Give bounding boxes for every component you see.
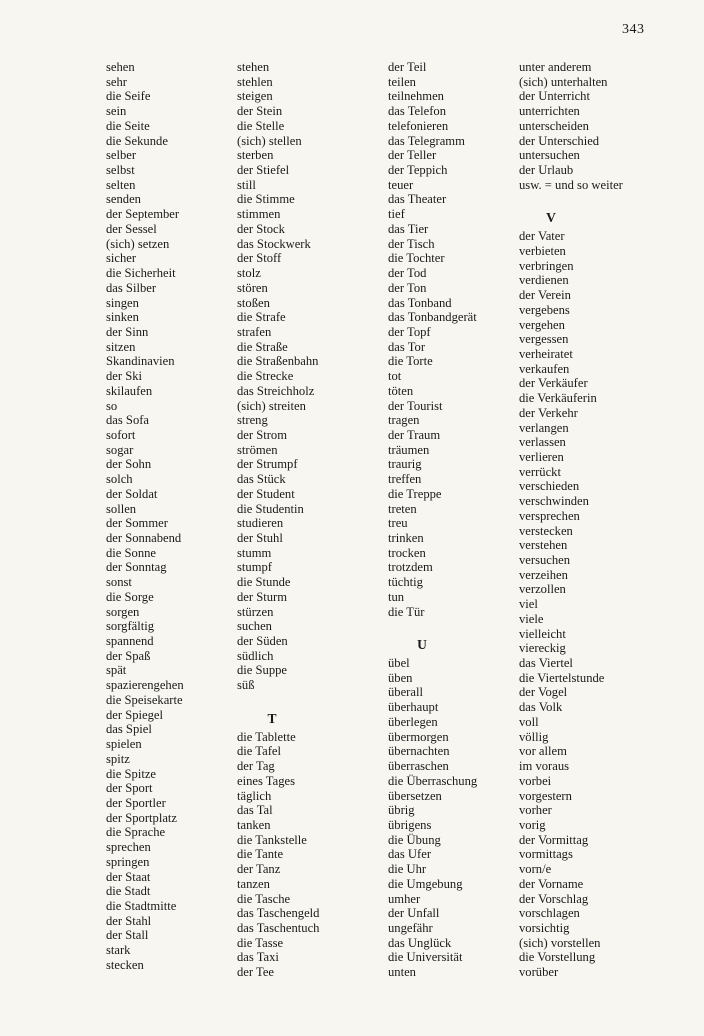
vocab-entry: tun [388,589,405,604]
vocab-entry: der Tisch [388,236,435,251]
vocab-entry: der Sonnabend [106,531,182,545]
vocab-entry: das Taxi [237,950,279,965]
vocab-entry: stören [237,280,268,295]
vocab-entry: die Viertelstunde [519,670,605,685]
vocab-entry: steigen [237,89,273,104]
vocab-entry: der Vorname [519,876,584,891]
vocab-entry: das Volk [519,700,563,715]
vocab-entry: der Sportler [106,795,166,810]
vocab-entry: stimmen [237,207,281,222]
vocab-entry: der September [106,207,180,222]
vocab-entry: verzeihen [519,567,568,582]
vocab-entry: tragen [388,413,420,428]
vocab-entry: trotzdem [388,560,433,575]
vocab-entry: der Tag [237,759,275,774]
vocab-entry: trinken [388,531,424,545]
vocab-entry: vorig [519,817,546,832]
vocab-entry: sogar [106,442,134,457]
vocab-entry: vergehen [519,317,565,332]
vocab-entry: sehen [106,60,135,74]
vocab-entry: verkaufen [519,361,570,376]
vocab-entry: der Verkäufer [519,376,588,391]
vocab-entry: der Tee [237,965,274,980]
vocab-entry: das Sofa [106,413,150,428]
vocab-entry: die Stimme [237,192,295,207]
vocab-entry: die Tankstelle [237,832,307,847]
vocab-entry: das Silber [106,280,157,295]
vocab-entry: völlig [519,729,549,744]
column-4-list-b [519,229,689,980]
vocab-entry: das Stockwerk [237,236,311,251]
vocab-entry: treffen [388,472,422,487]
vocab-entry: untersuchen [519,148,580,163]
vocab-entry: der Stock [237,221,285,236]
vocab-entry: überall [388,685,423,700]
vocab-entry: unterscheiden [519,118,589,133]
vocab-entry: die Tochter [388,251,445,266]
vocab-entry: so [106,398,118,413]
vocab-entry: ungefähr [388,920,433,935]
vocab-entry: sterben [237,148,274,163]
vocab-entry: teilen [388,74,416,89]
vocab-entry: sinken [106,310,139,325]
vocab-entry: übel [388,656,410,671]
vocab-entry: der Stoff [237,251,282,266]
page-number: 343 [622,22,645,37]
vocab-entry: die Verkäuferin [519,391,597,406]
vocab-entry: die Torte [388,354,433,369]
vocab-entry: telefonieren [388,118,449,133]
vocab-entry: teilnehmen [388,89,444,104]
vocab-entry: verheiratet [519,346,573,361]
vocab-entry: der Stein [237,104,283,119]
vocab-entry: sollen [106,501,137,516]
vocab-entry: der Sportplatz [106,810,177,825]
vocab-entry: stumm [237,545,272,560]
vocab-entry: verrückt [519,464,561,479]
vocab-entry: der Student [237,486,295,501]
vocab-entry: übernachten [388,744,450,759]
vocab-entry: tüchtig [388,575,423,590]
vocab-entry: die Tasse [237,935,284,950]
vocab-entry: die Tür [388,604,425,619]
column-4 [519,60,689,980]
vocab-entry: versuchen [519,553,571,567]
section-gap [388,619,513,634]
vocab-entry: der Sport [106,781,153,796]
vocab-entry: die Stunde [237,575,291,590]
vocab-entry: strafen [237,324,272,339]
vocab-entry: der Unterricht [519,89,590,104]
vocab-entry: der Unterschied [519,133,600,148]
vocab-entry: das Ufer [388,847,432,862]
vocab-entry: der Sohn [106,457,152,472]
vocab-entry: viel [519,597,538,612]
vocab-entry: spitz [106,751,130,766]
vocab-entry: still [237,177,256,192]
column-4-list-a [519,60,689,192]
vocab-entry: sehr [106,74,127,89]
vocab-entry: die Sicherheit [106,266,176,281]
vocab-entry: der Unfall [388,906,440,921]
vocab-entry: das Viertel [519,656,573,671]
vocab-entry: die Speisekarte [106,692,183,707]
vocab-entry: träumen [388,442,430,457]
section-letter-u: U [417,637,427,653]
vocab-entry: (sich) setzen [106,236,170,251]
vocab-entry: tief [388,207,405,222]
vocab-entry: das Tonband [388,295,452,310]
vocab-entry: südlich [237,648,274,663]
vocab-entry: treu [388,516,408,531]
vocab-entry: die Vorstellung [519,950,596,965]
vocab-entry: die Spitze [106,766,157,781]
vocab-entry: die Tasche [237,891,291,906]
vocab-entry: suchen [237,619,272,634]
vocab-entry: das Theater [388,192,447,207]
vocab-entry: vormittags [519,847,573,862]
vocab-entry: übrigens [388,817,432,832]
vocab-entry: stehen [237,60,270,74]
vocab-entry: tanzen [237,876,270,891]
vocab-entry: der Strumpf [237,457,298,472]
vocab-entry: die Strecke [237,369,294,384]
column-2-list-a [237,60,377,693]
vocab-entry: die Universität [388,950,463,965]
vocab-entry: vorn/e [519,862,552,877]
vocab-entry: verzollen [519,582,566,597]
vocab-entry: vergebens [519,302,570,317]
vocab-entry: überlegen [388,714,438,729]
vocab-entry: der Stall [106,928,149,943]
vocab-entry: traurig [388,457,422,472]
section-gap [237,693,377,708]
vocab-entry: tot [388,369,402,384]
vocab-entry: (sich) vorstellen [519,935,601,950]
vocab-entry: die Sekunde [106,133,168,148]
vocab-entry: unterrichten [519,104,580,119]
vocab-entry: senden [106,192,141,207]
vocab-entry: trocken [388,545,426,560]
vocab-entry: die Seife [106,89,151,104]
vocab-entry: der Topf [388,324,431,339]
vocab-entry: die Tablette [237,729,296,744]
vocab-entry: der Vormittag [519,832,589,847]
vocab-entry: das Tor [388,339,426,354]
vocab-entry: der Tod [388,266,427,281]
vocab-entry: übermorgen [388,729,449,744]
vocab-entry: sofort [106,427,136,442]
vocab-entry: das Tier [388,221,429,236]
vocab-entry: studieren [237,516,284,531]
vocab-entry: übersetzen [388,788,442,803]
vocab-entry: der Vogel [519,685,568,700]
column-1 [106,60,226,973]
vocab-entry: voll [519,714,539,729]
vocab-entry: stark [106,943,131,958]
vocab-entry: die Uhr [388,862,427,877]
vocab-entry: vorüber [519,965,559,980]
vocab-entry: der Sonntag [106,560,167,575]
vocab-entry: verschieden [519,479,580,494]
vocab-entry: vielleicht [519,626,566,641]
section-letter-v: V [546,210,556,226]
vocab-entry: der Teppich [388,163,448,178]
vocab-entry: sonst [106,575,132,590]
vocab-entry: der Stiefel [237,163,290,178]
vocab-entry: stumpf [237,560,272,575]
vocab-entry: das Tal [237,803,273,818]
vocab-entry: das Taschengeld [237,906,320,921]
vocab-entry: die Stadtmitte [106,898,177,913]
vocab-entry: streng [237,413,268,428]
vocab-entry: spazierengehen [106,678,184,693]
vocab-entry: tanken [237,817,271,832]
column-3-list-a [388,60,513,619]
vocab-entry: verbringen [519,258,574,273]
vocab-entry: süß [237,678,255,693]
vocab-entry: stolz [237,266,261,281]
vocab-entry: solch [106,472,133,487]
vocab-entry: das Telefon [388,104,446,119]
vocab-entry: der Vorschlag [519,891,589,906]
vocab-entry: überraschen [388,759,449,774]
vocab-entry: der Spiegel [106,707,164,722]
vocab-entry: spät [106,663,127,678]
section-gap [519,192,689,207]
column-3-list-b [388,656,513,980]
vocab-entry: viereckig [519,641,566,656]
vocab-entry: das Taschentuch [237,920,320,935]
vocab-entry: (sich) unterhalten [519,74,608,89]
vocab-entry: die Seite [106,118,150,133]
vocab-entry: der Traum [388,427,441,442]
vocab-entry: stürzen [237,604,274,619]
vocab-entry: der Teller [388,148,437,163]
vocab-entry: die Tante [237,847,284,862]
vocab-entry: strömen [237,442,278,457]
vocab-entry: verschwinden [519,494,589,509]
vocab-entry: die Treppe [388,486,442,501]
vocab-entry: teuer [388,177,414,192]
vocab-entry: die Suppe [237,663,288,678]
vocab-entry: der Ski [106,369,143,384]
vocab-entry: sorgfältig [106,619,155,634]
vocab-entry: der Sessel [106,221,157,236]
vocab-entry: der Vater [519,229,565,244]
vocab-entry: vorsichtig [519,920,570,935]
vocab-entry: verlangen [519,420,569,435]
vocab-entry: der Ton [388,280,427,295]
vocab-entry: die Strafe [237,310,286,325]
vocab-entry: selber [106,148,137,163]
vocab-entry: die Straße [237,339,288,354]
vocab-entry: der Sturm [237,589,288,604]
vocab-entry: üben [388,670,413,685]
vocab-entry: stoßen [237,295,270,310]
vocab-entry: die Stelle [237,118,285,133]
vocab-entry: treten [388,501,417,516]
vocab-entry: sitzen [106,339,136,354]
vocab-entry: singen [106,295,139,310]
vocab-entry: vorgestern [519,788,572,803]
column-2 [237,60,377,980]
vocab-entry: vorher [519,803,552,818]
column-2-list-b [237,730,377,980]
vocab-entry: umher [388,891,421,906]
vocab-entry: die Umgebung [388,876,463,891]
vocab-entry: unten [388,965,416,980]
vocab-entry: vor allem [519,744,567,759]
vocab-entry: die Sonne [106,545,157,560]
vocab-entry: selten [106,177,136,192]
vocab-entry: viele [519,611,544,626]
vocab-entry: der Teil [388,60,427,74]
vocab-entry: sprechen [106,840,151,855]
vocab-entry: die Stadt [106,884,151,899]
vocab-entry: die Übung [388,832,441,847]
vocab-entry: das Telegramm [388,133,465,148]
vocab-entry: der Soldat [106,486,158,501]
vocab-entry: der Sommer [106,516,168,531]
vocab-entry: der Urlaub [519,163,574,178]
vocab-entry: verstecken [519,523,573,538]
vocab-entry: die Straßenbahn [237,354,319,369]
vocab-entry: der Spaß [106,648,151,663]
vocab-entry: täglich [237,788,272,803]
vocab-entry: der Verein [519,288,571,303]
vocab-entry: vorbei [519,773,552,788]
vocab-entry: der Süden [237,634,288,649]
vocab-entry: im voraus [519,759,570,774]
vocab-entry: das Tonbandgerät [388,310,477,325]
vocab-entry: spielen [106,737,142,752]
vocab-entry: eines Tages [237,773,295,788]
vocab-entry: die Sorge [106,589,154,604]
vocab-entry: usw. = und so weiter [519,177,623,192]
vocab-entry: sicher [106,251,137,266]
vocab-entry: vorschlagen [519,906,580,921]
vocab-entry: die Tafel [237,744,281,759]
vocab-entry: der Verkehr [519,405,578,420]
vocab-entry: verlieren [519,449,564,464]
vocab-entry: die Sprache [106,825,166,840]
vocab-entry: selbst [106,163,135,178]
vocab-entry: der Tanz [237,862,281,877]
vocab-entry: verlassen [519,435,566,450]
vocab-entry: springen [106,854,150,869]
vocab-entry: übrig [388,803,415,818]
vocab-entry: überhaupt [388,700,439,715]
vocab-entry: stecken [106,957,144,972]
vocab-entry: das Streichholz [237,383,315,398]
vocab-entry: die Studentin [237,501,304,516]
vocab-entry: verbieten [519,243,566,258]
vocab-entry: spannend [106,634,154,649]
vocab-entry: der Stuhl [237,531,283,545]
vocab-entry: der Sinn [106,324,149,339]
vocab-entry: die Überraschung [388,773,478,788]
vocab-entry: verstehen [519,538,568,553]
vocab-entry: Skandinavien [106,354,175,369]
vocab-entry: stehlen [237,74,273,89]
vocab-entry: sein [106,104,127,119]
vocab-entry: der Staat [106,869,151,884]
vocab-entry: sorgen [106,604,140,619]
vocab-entry: versprechen [519,508,580,523]
vocab-entry: skilaufen [106,383,153,398]
vocab-entry: verdienen [519,273,569,288]
vocab-entry: vergessen [519,332,569,347]
vocab-entry: das Stück [237,472,286,487]
vocab-entry: der Tourist [388,398,443,413]
vocab-entry: der Stahl [106,913,152,928]
vocab-entry: unter anderem [519,60,592,74]
vocab-entry: das Spiel [106,722,152,737]
vocab-entry: (sich) streiten [237,398,306,413]
vocab-entry: der Strom [237,427,288,442]
vocab-entry: (sich) stellen [237,133,302,148]
section-letter-t: T [267,710,277,726]
column-3 [388,60,513,980]
vocab-entry: töten [388,383,414,398]
vocab-entry: das Unglück [388,935,452,950]
